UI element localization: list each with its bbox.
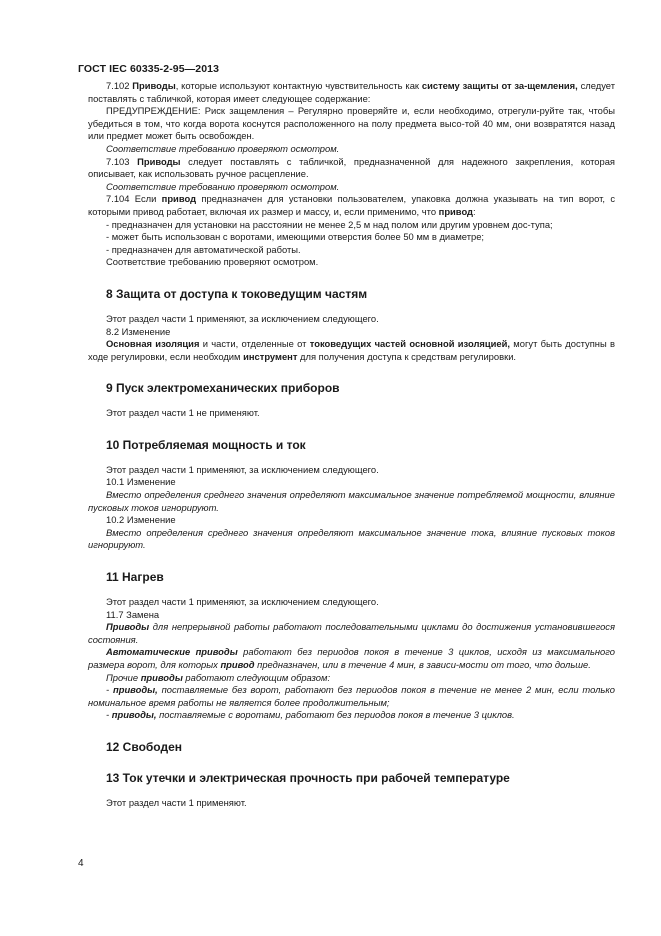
section-heading-13: 13 Ток утечки и электрическая прочность при рабочей температуре (106, 770, 510, 785)
clause-11-7-text: Приводы для непрерывной работы работают последовательными циклами до достижения установившегося состояния. (88, 621, 615, 645)
warning-text: ПРЕДУПРЕЖДЕНИЕ: Риск защемления – Регулярно проверяйте и, если необходимо, отрегули-руйте так, чтобы убедиться в том, что когда ворота коснутся расположенного на полу предмета высо-той 40 мм, они возвратятся назад или предмет может быть освобожден. (88, 105, 615, 142)
compliance-check: Соответствие требованию проверяют осмотром. (106, 180, 340, 192)
clause-heading: 10.2 Изменение (106, 514, 176, 526)
page-number: 4 (78, 858, 84, 869)
list-item: - может быть использован с воротами, имеющими отверстия более 50 мм в диаметре; (106, 231, 485, 243)
clause-heading: 10.1 Изменение (106, 476, 176, 488)
compliance-check: Соответствие требованию проверяют осмотром. (106, 256, 319, 268)
section-heading-11: 11 Нагрев (106, 570, 164, 585)
clause-7-104: 7.104 Если привод предназначен для установки пользователем, упаковка должна указывать на тип ворот, с которыми привод работает, включая их размер и массу, и, если применимо, что привод: (88, 193, 616, 217)
document-body (88, 80, 615, 810)
section-text: Этот раздел части 1 применяют, за исключением следующего. (106, 312, 379, 324)
list-item: - предназначен для автоматической работы. (106, 243, 301, 255)
clause-10-1-text: Вместо определения среднего значения определяют максимальное значение потребляемой мощности, влияние пусковых токов игнорируют. (88, 489, 615, 513)
document-header: ГОСТ IEC 60335-2-95—2013 (78, 63, 220, 75)
clause-11-7-text: Прочие приводы работают следующим образом: (106, 671, 331, 683)
section-heading-10: 10 Потребляемая мощность и ток (106, 437, 306, 452)
section-heading-9: 9 Пуск электромеханических приборов (106, 381, 340, 396)
clause-heading: 8.2 Изменение (106, 325, 171, 337)
clause-7-102: 7.102 Приводы, которые используют контактную чувствительность как систему защиты от за-щемления, следует поставлять с табличкой, которая имеет следующее содержание: (88, 80, 615, 104)
section-text: Этот раздел части 1 применяют, за исключением следующего. (106, 596, 379, 608)
clause-heading: 11.7 Замена (106, 608, 160, 620)
compliance-check: Соответствие требованию проверяют осмотром. (106, 142, 340, 154)
section-text: Этот раздел части 1 применяют, за исключением следующего. (106, 463, 379, 475)
section-heading-8: 8 Защита от доступа к токоведущим частям (106, 286, 368, 301)
list-item: - приводы, поставляемые с воротами, работают без периодов покоя в течение 3 циклов. (106, 709, 515, 721)
clause-11-7-text: Автоматические приводы работают без периодов покоя в течение 3 циклов, исходя из максимального размера ворот, для которых привод предназначен, или в течение 4 мин, в зависи-мости от того, что дольше. (88, 646, 616, 670)
clause-10-2-text: Вместо определения среднего значения определяют максимальное значение тока, влияние пусковых токов игнорируют. (88, 526, 615, 551)
list-item: - предназначен для установки на расстоянии не менее 2,5 м над полом или другим уровнем дос-тупа; (106, 218, 553, 230)
clause-8-2-text: Основная изоляция и части, отделенные от токоведущих частей основной изоляцией, могут быть доступны в ходе регулировки, если необходим инструмент для получения доступа к средствам регулировки. (88, 338, 616, 362)
section-text: Этот раздел части 1 применяют. (106, 796, 247, 808)
list-item: - приводы, поставляемые без ворот, работают без периодов покоя в течение не менее 2 мин, если только номинальное время работы не является более продолжительным; (88, 684, 615, 708)
clause-7-103: 7.103 Приводы следует поставлять с табличкой, предназначенной для надежного закрепления, которая описывает, как использовать ручное расцепление. (88, 155, 615, 180)
section-text: Этот раздел части 1 не применяют. (106, 407, 260, 419)
section-heading-12: 12 Свободен (106, 739, 183, 754)
